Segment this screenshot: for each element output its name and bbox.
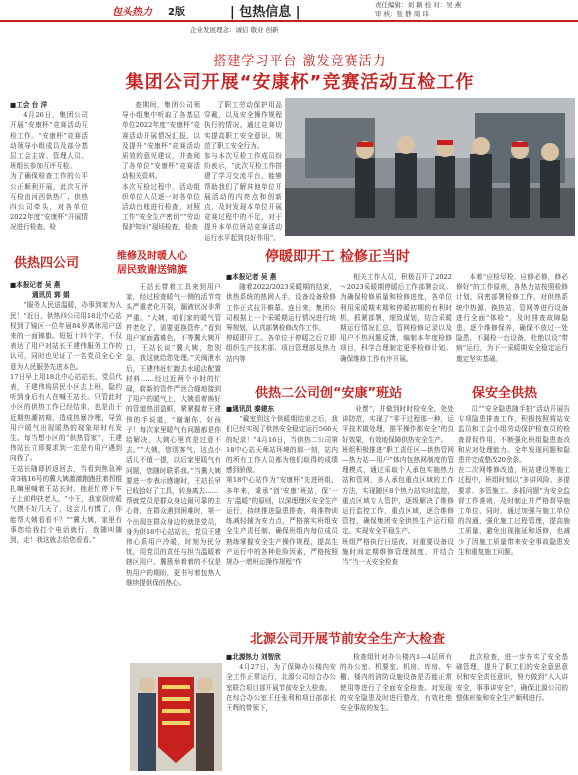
story3-byline: ■本报记者 吴 燕 <box>226 273 277 281</box>
story4-headline-2: 保安全供热 <box>472 386 538 401</box>
story2-byline: ■本报记者 吴 燕 <box>10 281 61 289</box>
lead-photo <box>285 98 575 236</box>
masthead-page: 2版 <box>168 7 185 18</box>
story5-byline: ■北源热力 刘智欣 <box>226 653 281 661</box>
story5-col-2: 检查组针对办公楼内1—4层所有的办公室、机要室、机房、库房、车棚、楼内的消防设施设备是否能正常使用等进行了全面安全检查。对发现的安全隐患及时进行整改，有效杜绝安全事故的发生。 <box>340 653 452 713</box>
story2-col-2: 王站长带着工具来到用户家，经过检查暖气一侧的活节弯头严重老化开裂，漏液状况非常严重。“大姨，咱们家的暖气管件老化了，需要更换管件。”看到用户家面露难色，不等冀大姨开口，王站长说“冀大姨，您别急，我这就给您处理。”关阀泄水后，王建伟赶忙跑去水暖店配置材料……经过近两个小时的忙碌，崭新的管件严丝合缝地接到了用户的暖气上，大姨看着焕好的管道热泪盈眶，紧紧握着王建伟的手说道，“谢谢你，好孩子！每次家里暖气有问题都是你给解决，大姨心里真是过意不去。”“大姨，您别客气，这点小活儿不值一提，以后家里暖气有问题，您随时联系我。”当冀大姨要进一步表示感谢时，王站长早已收拾好了工具，转身离去…… 帮就党员是群众身边最可靠的主心骨，在群众遇到困难时，第一个出现在群众身边的就是党员，身为供18中心站站长，党员王建伟心系用户冷暖，时刻为民分忧，用党员的责任与担当温暖着辖区用户。冀簇举着着的不仅是热用户的期盼，更书写着包热人继续提供保的热心。 <box>126 283 221 587</box>
lead-col-2: 查期间，集团公司领导小组集中听取了各基层单位2022年度“安康杯”竞赛活动开展情况汇报，以及提升“安康杯”竞赛活动质效的意见建议，并查阅了各单位“安康杯”竞赛活动相关资料。 本次互检过程中，活动组织单位人员逐一对各单位活动台账进行检查，对照工作“安全生产密切”“劳动保护知识”现场检查，检查 <box>122 101 200 232</box>
lead-col-3: 了职工劳动保护用品穿戴，以及安全操作规程执行的情况。通过竞赛切实提高职工安全意识，规范了职工安全行为。 参与本次互检工作成员纷纷表示，“此次互检工作搭建了学习交流平台，能够帮助我们了解其他单位开展活动的内亮点和创新点，及时发现本单位开展竞赛过程中的不足，对于提升本单位班站竞赛活动运行水平起到良好作用”。 <box>204 101 282 242</box>
story2-headline: 供热四公司 <box>14 256 80 271</box>
story2-photo <box>130 663 222 771</box>
lead-col-1: ■工会 台 洋 4月26日，集团公司开展“安康杯”竞赛活动互检工作。“安康杯”竞赛活动领导小组成员及部分基层工会主席、管理人员、班组长参加互评互检。 为了确保检查工作的公平公正顺利开展，此次互评互检由河西供热厂、供热四公司牵头，对各单位2022年度“安康杯”开展情况进行检查。检 <box>10 101 88 232</box>
story3-col-3: 本着“应检尽检、应修必修，修必修好”的工作原则，各热力站按照检修计划，同密部署检修工作，对供热系统中热源、换热站，管网等进行设备进行全面“体检”，及时排查故障隐患，逐个维修保养，确保不放过一处隐患，不漏检一台设备，杜绝以设“带病”运行，为下一采暖期安全稳定运行奠定坚实基础。 <box>456 273 568 363</box>
masthead-section: 包头热力 <box>112 7 152 18</box>
lead-kicker: 搭建学习平台 激发竞赛活力 <box>213 54 387 69</box>
story2-col-1: ■本报记者 吴 燕 通讯员 郭 娟 “服务人民送温暖，办事到家为人民！”近日，供热四公司用18北中心站权到了镜区一位年届84岁离休用户送来的一面锦旗。短短十四个字，不仅表达了用户对站长王建伟服务工作的认可，同时也见证了一名党员全心全意为人民服务先进本色。 17日早上用18北中心站站长，党员代表，王建伟将居民小区去上班，隐约听到身后有人在喊王站长。只管此时小区的供热工作已经结束，也是由于近期热潮初期，造成热暴冷哩，导致用户暖气出现暖热的现象却时有发生。每当想小区的“供热管家”，王建伟站长立即要求到一定是有用户遇到向我了。 王站长随即折返回去，当看到焦急神奇3栋16号的冀大姨激激跑跑拄着拐棍扎嘛里喊着王站长时，他赶忙停下车子上前伸扶老人。“小王，我家厨房暖气摸不好几天了，这会儿有惯了，你能帮大姨看看不？”“冀大姨，家里有事您给我打个电话就行，我随叫随到，走！我这就去给您看看。” <box>10 281 122 545</box>
story2-byline-2: 通讯员 郭 娟 <box>32 291 70 300</box>
story3-headline: 停暖即开工 检修正当时 <box>265 249 410 265</box>
story4-headline: 供热二公司创“安康”班站 <box>255 386 403 401</box>
story2-headline-2: 维修及时暖人心 <box>117 251 187 262</box>
story4-col-2: 业票”，并做到时时检安全，处处讲防范，实现了“零干过程那一种，运平技术做处理，推平操作都安全”的良好效果，有效地保障供热安全生产。 班组积极推进“职工责任区—供热管网—热力站—用户”体内包热网制度的管理模式，通过采取个人承包实施热力站和管网，多人承包重点区域的工作方法，实现随区8个热力站实时监控，重点区域专人管护，逐级解决了维修运行监控工作，重点区域，逐合维修管控，确保集团安全供热生产运行稳定。实现安全平稳生产。 班组严格执行日巡夜、对重要设备设施时间定期维修管理制度，并结合当“当一天安全检查 <box>342 405 454 567</box>
story5-headline: 北源公司开展节前安全生产大检查 <box>250 632 446 647</box>
masthead-editors: 责任编辑：刘 颖 校 对：吴 燕 审 核：张 静 周 玮 <box>375 1 462 18</box>
masthead <box>0 0 578 22</box>
story3-col-2: 相关工作人员，积极召开了2022～2023采暖期停暖后工作部署会议。为确保检修质量和检修进度，各单位利用采暖期末期和停暖初期的有利时机，抓紧部署，细致谋划，结合采暖期运行情况汇总，管网检修记录以及用户不热问题反馈，编制本年度检修项目，科学合理制定更季检修计划。确保维修工作有序开展。 <box>340 273 452 363</box>
lead-headline: 集团公司开展“安康杯”竞赛活动互检工作 <box>125 72 475 93</box>
story4-byline: ■通讯员 秦建东 <box>226 405 275 413</box>
story5-col-1: ■北源热力 刘智欣 4月27日，为了保障办公楼内安全工作正常运行，北源公司综合办公室联合项目部开展节前安全大检查。 在综合办公室王任张利和项目部部长王辉的带领下， <box>226 653 336 713</box>
story2-headline-3: 居民致谢送锦旗 <box>117 265 187 276</box>
masthead-supervisor: 企业发展理念：诚信 敬业 创新 <box>190 26 279 34</box>
story4-col-1: ■通讯员 秦建东 “戴室到这个供暖期结束之后，我们已经实现了供热安全稳定运行566天的纪录！”4月16日，当供热二公司第18中心站天师站环境的那一刻，站内的所有工作人员都为他们取得的成绩感到骄傲。 第18中心站作为“安康杯”先进班组，多年来，秉承“创‘安康’班站，保‘一方’温暖”的原则，以深理理区安全生产运行，持续推进隐患排查，将准物训练减轻辅为安力点，严格落实班组安全生产责任制，确保班组内每位成员熟练掌握安全生产操作规程，提高生产运行中的各种危险因素，严格按照规办一增班运操作规程“作 <box>226 405 338 567</box>
story3-col-1: ■本报记者 吴 燕 随着2022/2023采暖期的结束，供热系统的热网人手，设备设备检修工作正式拉开帷幕。连日来，集团公司根据上一个采暖期运行情况进行统筹规划，认真部署检修改作工作。 停暖即开工。各单位于停暖之后立即组织生产技术部、项目管理部及热力站内等 <box>226 273 336 363</box>
story5-col-3: 此次检查，进一步夯实了安全基础管理，提升了职工们的安全意思意识和安全责任意识，努力做到“人人讲安全，事事讲安全”，确保北源公司的整体形象和安全生产顺利进行。 <box>456 653 568 702</box>
story4-col-3: 员”“安全隐患随手拍”活动开展告专项隐患排查工作，积极按照将站安监员和工会小组劳动保护检查员的检查督促作用，不断强化班组隐患查改和应对处理能力。全年发现问题和隐患并完成整改20余条。 在二次网维修改造，班站建设等施工过程中，班组时刻以“多讲风险、多提要求、多管施工、多抓问题”为安全监督工作准则，及时制止并严格督导施工单位，同时，通过加强与施工单位的沟通，强化施工过程管理，提高施工质量，避免出现拖延和返修，也减少了因施工质量带来安全事故隐患发生和重复施工问题。 <box>458 405 570 556</box>
masthead-title: | 包热信息 | <box>230 5 301 20</box>
lead-byline: ■工会 台 洋 <box>10 101 48 109</box>
